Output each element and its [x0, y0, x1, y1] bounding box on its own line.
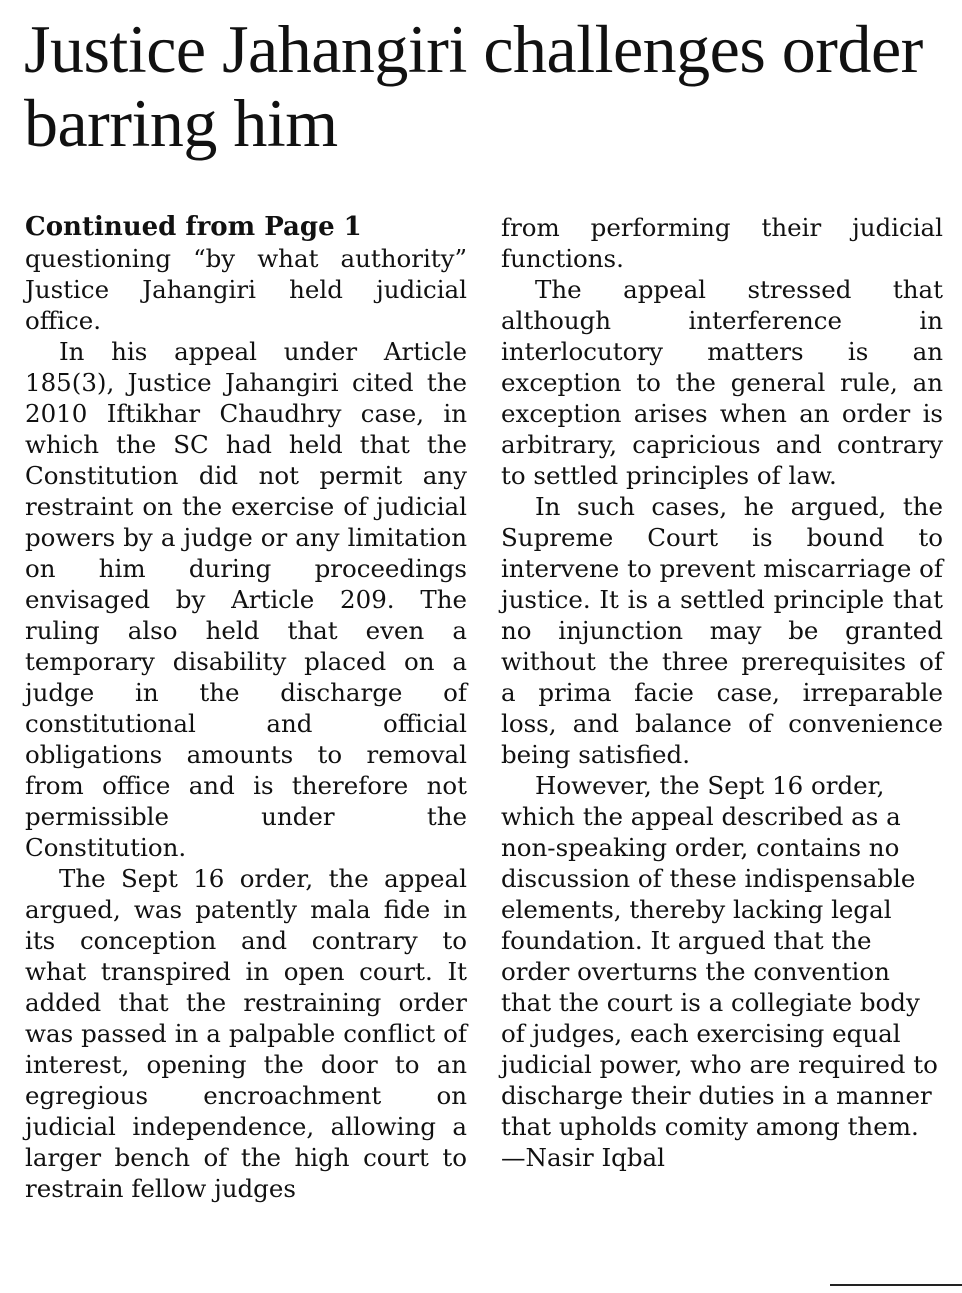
article-paragraph: The appeal stressed that although interference in interlocutory matters is an exception to the general rule, an exception arises when an order is arbitrary, capricious and contrary to settled principles of law.: [501, 275, 943, 490]
article-paragraph: questioning “by what authority” Justice Jahangiri held judicial office.: [25, 244, 467, 335]
corner-rule: [830, 1284, 962, 1286]
article-paragraph: from performing their judicial functions.: [501, 213, 943, 273]
article-paragraph: In such cases, he argued, the Supreme Court is bound to intervene to prevent miscarriage of justice. It is a settled principle that no injunction may be granted without the three prerequisites of a prima facie case, irreparable loss, and balance of convenience being satisfied.: [501, 492, 943, 769]
headline: Justice Jahangiri challenges order barring him: [24, 11, 923, 161]
article-paragraph: The Sept 16 order, the appeal argued, was patently mala fide in its conception and contrary to what transpired in open court. It added that the restraining order was passed in a palpable conflict of interest, opening the door to an egregious encroachment on judicial independence, allowing a larger bench of the high court to restrain fellow judges: [25, 864, 467, 1203]
article-paragraph-with-byline: However, the Sept 16 order, which the appeal described as a non-speaking order, contains no discussion of these indispensable elements, thereby lacking legal foundation. It argued that the order overturns the convention that the court is a collegiate body of judges, each exercising equal judicial power, who are required to discharge their duties in a manner that upholds comity among them.—Nasir Iqbal: [501, 771, 938, 1172]
article-paragraph: In his appeal under Article 185(3), Justice Jahangiri cited the 2010 Iftikhar Chaudhry case, in which the SC had held that the Constitution did not permit any restraint on the exercise of judicial powers by a judge or any limitation on him during proceedings envisaged by Article 209. The ruling also held that even a temporary disability placed on a judge in the discharge of constitutional and official obligations amounts to removal from office and is therefore not permissible under the Constitution.: [25, 337, 467, 862]
continued-from-label: Continued from Page 1: [25, 212, 362, 242]
right-column: [501, 212, 943, 1173]
left-column: [25, 212, 467, 1204]
